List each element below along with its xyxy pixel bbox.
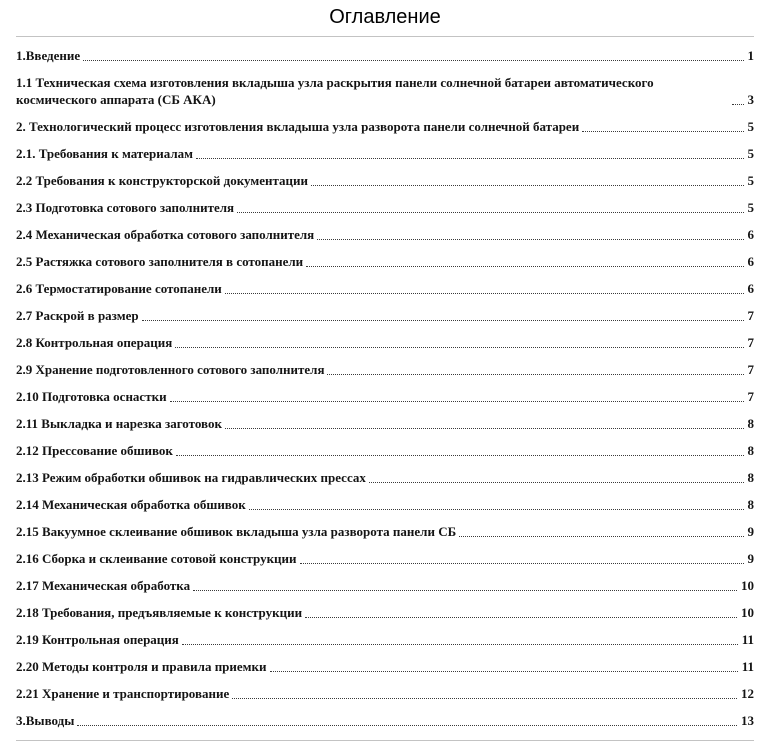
toc-page-number: 7 — [747, 362, 754, 377]
dot-leader — [77, 725, 737, 726]
toc-entry[interactable] — [16, 361, 754, 378]
dot-leader — [459, 536, 743, 537]
toc-entry[interactable] — [16, 388, 754, 405]
dot-leader — [369, 482, 744, 483]
toc-page-number: 3 — [747, 92, 754, 107]
toc-page-number: 11 — [741, 632, 754, 647]
dot-leader — [732, 104, 744, 105]
toc-page-number: 8 — [747, 497, 754, 512]
dot-leader — [317, 239, 743, 240]
toc-entry[interactable] — [16, 47, 754, 64]
toc-entry-text: 2.1. Требования к материалам — [16, 146, 194, 161]
toc-page-number: 10 — [741, 578, 754, 593]
toc-entry[interactable] — [16, 118, 754, 135]
toc-page-number: 5 — [747, 200, 754, 215]
toc-page-number: 1 — [747, 48, 754, 63]
toc-entry-text: 2.13 Режим обработки обшивок на гидравлических прессах — [16, 470, 366, 485]
dot-leader — [176, 455, 744, 456]
toc-page-number: 9 — [747, 524, 754, 539]
dot-leader — [270, 671, 738, 672]
toc-entry[interactable] — [16, 550, 754, 567]
toc-entry-text: 2.15 Вакуумное склеивание обшивок вкладыша узла разворота панели СБ — [16, 524, 457, 539]
toc-entry[interactable] — [16, 226, 754, 243]
toc-page-number: 5 — [747, 146, 754, 161]
toc-page-number: 10 — [741, 605, 754, 620]
toc-entry-text: 2.9 Хранение подготовленного сотового заполнителя — [16, 362, 325, 377]
toc-entry-text: 2. Технологический процесс изготовления вкладыша узла разворота панели солнечной батареи — [16, 119, 580, 134]
toc-entry[interactable] — [16, 442, 754, 459]
dot-leader — [193, 590, 737, 591]
toc-entry-text: 2.16 Сборка и склеивание сотовой конструкции — [16, 551, 297, 566]
toc-entry-text: 2.4 Механическая обработка сотового заполнителя — [16, 227, 315, 242]
dot-leader — [175, 347, 743, 348]
toc-entry-text: 2.11 Выкладка и нарезка заготовок — [16, 416, 222, 431]
toc-entry[interactable] — [16, 334, 754, 351]
dot-leader — [225, 293, 744, 294]
toc-page-number: 6 — [747, 227, 754, 242]
dot-leader — [305, 617, 737, 618]
toc-page-number: 8 — [747, 416, 754, 431]
dot-leader — [306, 266, 743, 267]
toc-entry-text: 2.8 Контрольная операция — [16, 335, 173, 350]
dot-leader — [582, 131, 743, 132]
toc-page-number: 5 — [747, 173, 754, 188]
dot-leader — [196, 158, 743, 159]
toc-page-number: 13 — [741, 713, 754, 728]
toc-entry-text: 2.20 Методы контроля и правила приемки — [16, 659, 267, 674]
dot-leader — [225, 428, 744, 429]
toc-entry[interactable] — [16, 631, 754, 648]
toc-page-number: 6 — [747, 254, 754, 269]
dot-leader — [327, 374, 743, 375]
toc-entry[interactable] — [16, 280, 754, 297]
toc-entry[interactable] — [16, 523, 754, 540]
toc-page-number: 7 — [747, 389, 754, 404]
toc-entry-text: 2.10 Подготовка оснастки — [16, 389, 167, 404]
toc-entry-text: 2.6 Термостатирование сотопанели — [16, 281, 222, 296]
toc-entry-text: 2.14 Механическая обработка обшивок — [16, 497, 246, 512]
toc-page-number: 8 — [747, 470, 754, 485]
dot-leader — [170, 401, 744, 402]
toc-entry[interactable] — [16, 496, 754, 513]
toc-entry-text: 1.Введение — [16, 48, 81, 63]
table-of-contents — [16, 36, 754, 741]
toc-entry-text: 2.18 Требования, предъявляемые к конструкции — [16, 605, 303, 620]
toc-page-number: 7 — [747, 308, 754, 323]
toc-entry-text: 2.3 Подготовка сотового заполнителя — [16, 200, 235, 215]
toc-page-number: 12 — [741, 686, 754, 701]
dot-leader — [249, 509, 744, 510]
dot-leader — [83, 60, 743, 61]
toc-page-number: 11 — [741, 659, 754, 674]
toc-page-number: 9 — [747, 551, 754, 566]
toc-entry[interactable] — [16, 307, 754, 324]
dot-leader — [142, 320, 744, 321]
toc-entry[interactable] — [16, 577, 754, 594]
toc-entry[interactable] — [16, 145, 754, 162]
toc-entry-text: 2.5 Растяжка сотового заполнителя в сотопанели — [16, 254, 304, 269]
dot-leader — [237, 212, 743, 213]
toc-page-number: 6 — [747, 281, 754, 296]
toc-entry-text: 3.Выводы — [16, 713, 75, 728]
toc-entry[interactable] — [16, 658, 754, 675]
toc-entry[interactable] — [16, 74, 754, 108]
toc-entry-text: 2.19 Контрольная операция — [16, 632, 179, 647]
dot-leader — [232, 698, 737, 699]
dot-leader — [182, 644, 738, 645]
toc-entry-text: 2.21 Хранение и транспортирование — [16, 686, 230, 701]
toc-entry-text: 2.2 Требования к конструкторской документации — [16, 173, 308, 188]
toc-entry[interactable] — [16, 469, 754, 486]
toc-entry-text: 2.12 Прессование обшивок — [16, 443, 173, 458]
toc-entry[interactable] — [16, 415, 754, 432]
toc-entry[interactable] — [16, 685, 754, 702]
toc-entry-text: 2.17 Механическая обработка — [16, 578, 191, 593]
toc-page-number: 7 — [747, 335, 754, 350]
toc-entry[interactable] — [16, 199, 754, 216]
page-title: Оглавление — [329, 6, 441, 28]
toc-entry[interactable] — [16, 172, 754, 189]
toc-page-number: 8 — [747, 443, 754, 458]
dot-leader — [300, 563, 744, 564]
dot-leader — [311, 185, 744, 186]
toc-entry[interactable] — [16, 253, 754, 270]
toc-entry-text: 1.1 Техническая схема изготовления вкладыша узла раскрытия панели солнечной батареи автоматического космического аппарата (СБ АКА) — [16, 75, 654, 107]
toc-entry[interactable] — [16, 604, 754, 621]
toc-page-number: 5 — [747, 119, 754, 134]
toc-entry[interactable] — [16, 712, 754, 729]
toc-entry-text: 2.7 Раскрой в размер — [16, 308, 139, 323]
